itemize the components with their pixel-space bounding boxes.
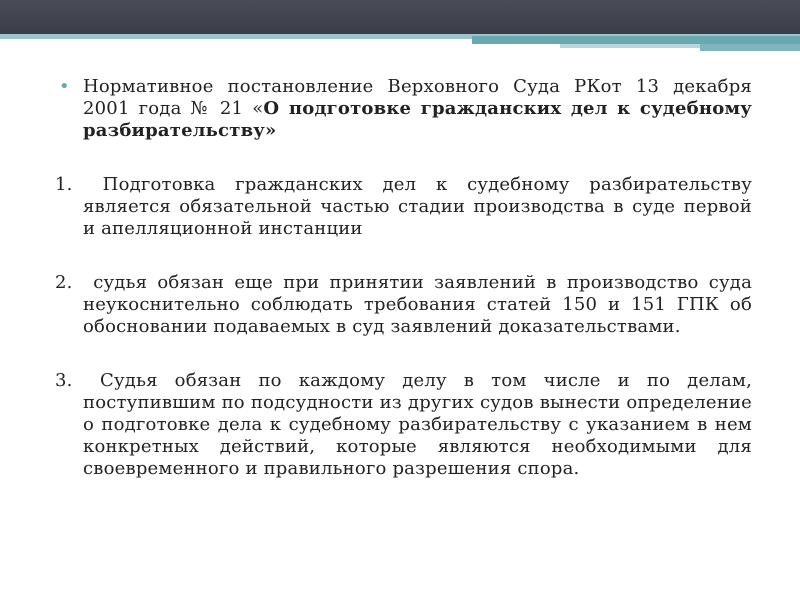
list-item-2 (55, 272, 752, 338)
bullet-paragraph (55, 76, 752, 142)
header-band (0, 0, 800, 34)
list-item-text: Подготовка гражданских дел к судебному разбирательству является обязательной частью стадии производства в суде первой и апелляционной инстанции (83, 174, 752, 239)
list-item-number: 2. (55, 272, 73, 293)
list-item-number: 1. (55, 174, 73, 195)
slide-content (55, 76, 752, 480)
bullet-text-plain: Нормативное постановление Верховного Суда РКот 13 декабря 2001 года № 21 « (83, 76, 752, 119)
list-item-text: судья обязан еще при принятии заявлений в производство суда неукоснительно соблюдать требования статей 150 и 151 ГПК об обосновании подаваемых в суд заявлений доказательствами. (83, 272, 752, 337)
list-item-1 (55, 174, 752, 240)
bullet-dot-icon: • (59, 76, 70, 97)
list-item-text: Судья обязан по каждому делу в том числе и по делам, поступившим по подсудности из других судов вынести определение о подготовке дела к судебному разбирательству с указанием в нем конкретных действий, которые являются необходимыми для своевременного и правильного разрешения спора. (83, 370, 752, 479)
header-accent-bar-small (700, 44, 800, 51)
list-item-number: 3. (55, 370, 73, 391)
header-accent-bar (472, 36, 800, 44)
list-item-3 (55, 370, 752, 480)
bullet-text-bold: О подготовке гражданских дел к судебному разбирательству» (83, 98, 752, 141)
